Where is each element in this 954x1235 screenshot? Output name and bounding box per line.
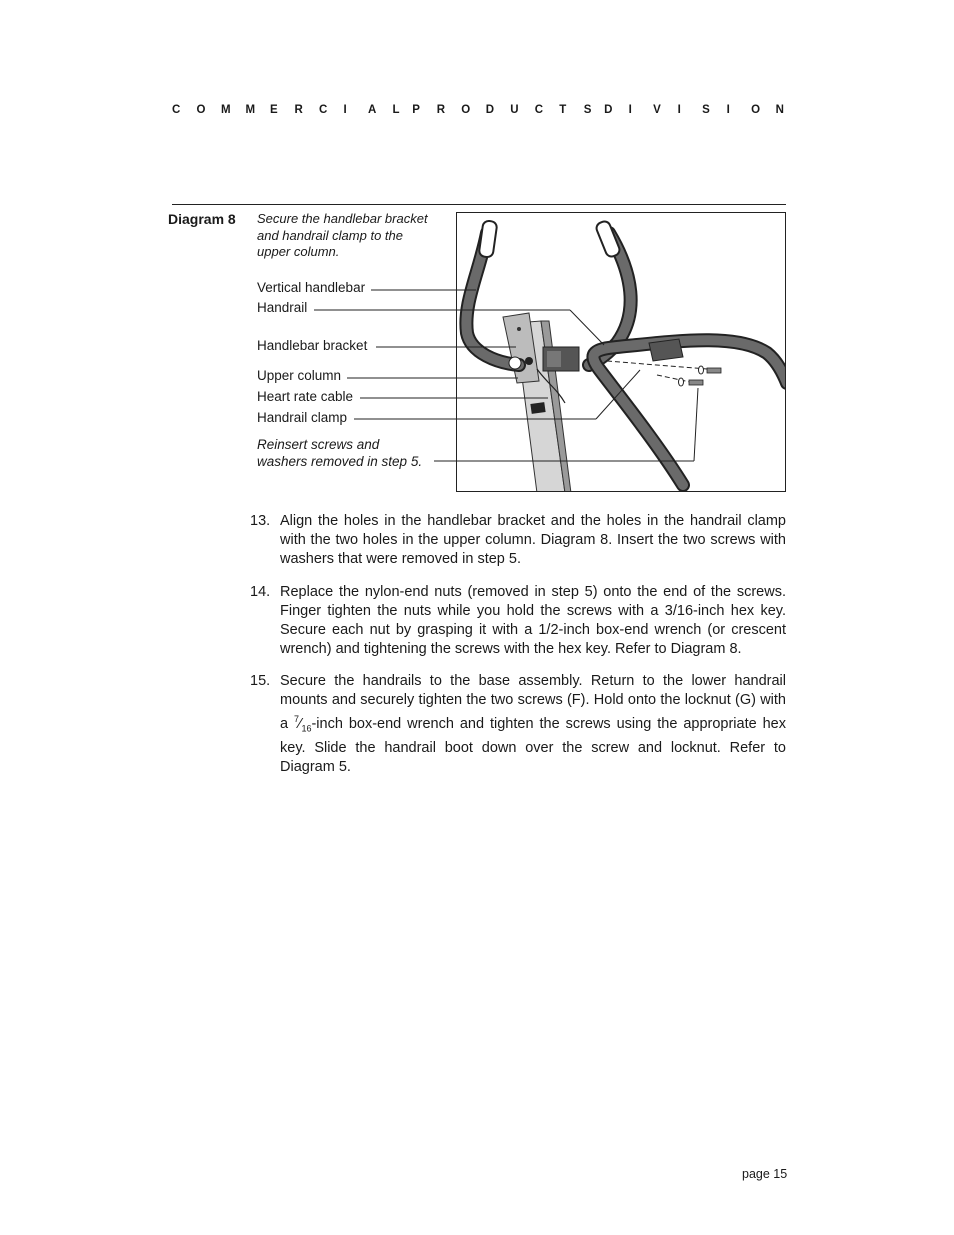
callout-reinsert-screws: [257, 436, 422, 470]
header-letter: S: [702, 104, 710, 116]
header-letter: S: [583, 104, 592, 116]
header-letter: T: [559, 104, 567, 116]
caption-line: Secure the handlebar bracket: [257, 211, 428, 226]
division-header: [172, 104, 784, 116]
caption-line: upper column.: [257, 244, 340, 259]
step-text: Secure the handrails to the base assembly. Return to the lower handrail mounts and securely tighten the two screws (F). Hold onto the locknut (G) with a $^7⁄_{16}$-inch box-end wrench and tighten the screws using the appropriate hex key. Slide the handrail boot down over the screw and locknut. Refer to Diagram 5.: [280, 673, 786, 775]
header-letter: C: [172, 104, 181, 116]
header-letter: N: [775, 104, 784, 116]
callout-line: Reinsert screws and: [257, 437, 380, 452]
header-letter: D: [485, 104, 495, 116]
header-letter: R: [294, 104, 303, 116]
header-letter: A: [368, 104, 377, 116]
header-letter: I: [677, 104, 681, 116]
caption-line: and handrail clamp to the: [257, 227, 403, 243]
step-text-part: Secure the handrails to the base assembly. Return to the lower handrail mounts and securely tighten the two screws (F). Hold onto the locknut (G) with a: [280, 673, 786, 732]
callout-handlebar-bracket: Handlebar bracket: [257, 338, 368, 353]
header-letter: C: [319, 104, 328, 116]
callout-handrail: Handrail: [257, 300, 308, 315]
step-number: 13.: [250, 513, 271, 529]
step-item: [250, 672, 786, 777]
step-text-part: -inch box-end wrench and tighten the screws using the appropriate hex key. Slide the handrail boot down over the screw and locknut. Refer to Diagram 5.: [280, 715, 786, 775]
header-letter: I: [628, 104, 632, 116]
step-item: [250, 583, 786, 659]
header-letter: D: [604, 104, 613, 116]
header-letter: O: [196, 104, 206, 116]
header-letter: O: [751, 104, 761, 116]
diagram-caption: [257, 211, 452, 261]
diagram-label: Diagram 8: [168, 211, 236, 227]
step-text: Replace the nylon-end nuts (removed in step 5) onto the end of the screws. Finger tighten the nuts while you hold the screws with a 3/16-inch hex key. Secure each nut by grasping it with a 1/2-inch box-end wrench (or crescent wrench) and tightening the screws with the hex key. Refer to Diagram 8.: [280, 583, 786, 657]
header-letter: O: [461, 104, 471, 116]
fraction-numerator: 7: [294, 714, 300, 724]
fraction-denominator: 16: [301, 723, 312, 734]
header-letter: M: [245, 104, 256, 116]
step-item: [250, 512, 786, 569]
header-letter: U: [510, 104, 519, 116]
step-number: 14.: [250, 583, 271, 600]
header-letter: V: [653, 104, 661, 116]
callout-line: washers removed in step 5.: [257, 454, 423, 469]
header-letter: L: [392, 104, 400, 116]
section-rule: [172, 204, 786, 205]
handlebar-assembly-drawing: [457, 213, 785, 491]
callout-handrail-clamp: Handrail clamp: [257, 410, 348, 425]
step-text: Align the holes in the handlebar bracket and the holes in the handrail clamp with the two holes in the upper column. Diagram 8. Insert the two screws with washers that were removed in step 5.: [280, 513, 786, 567]
callout-heart-rate-cable: Heart rate cable: [257, 389, 354, 404]
instruction-steps: [250, 512, 786, 790]
header-letter: E: [270, 104, 278, 116]
callout-vertical-handlebar: Vertical handlebar: [257, 280, 366, 295]
header-letter: M: [221, 104, 231, 116]
callout-upper-column: Upper column: [257, 368, 342, 383]
header-letter: R: [436, 104, 446, 116]
header-word-division: [604, 104, 784, 116]
header-letter: P: [412, 104, 420, 116]
header-letter: I: [726, 104, 730, 116]
header-letter: I: [343, 104, 347, 116]
header-word-commercial: [172, 104, 400, 116]
diagram-8-illustration: [456, 212, 786, 492]
step-number: 15.: [250, 673, 271, 689]
header-word-products: [412, 104, 591, 116]
header-letter: C: [534, 104, 544, 116]
page-number: page 15: [742, 1167, 788, 1181]
